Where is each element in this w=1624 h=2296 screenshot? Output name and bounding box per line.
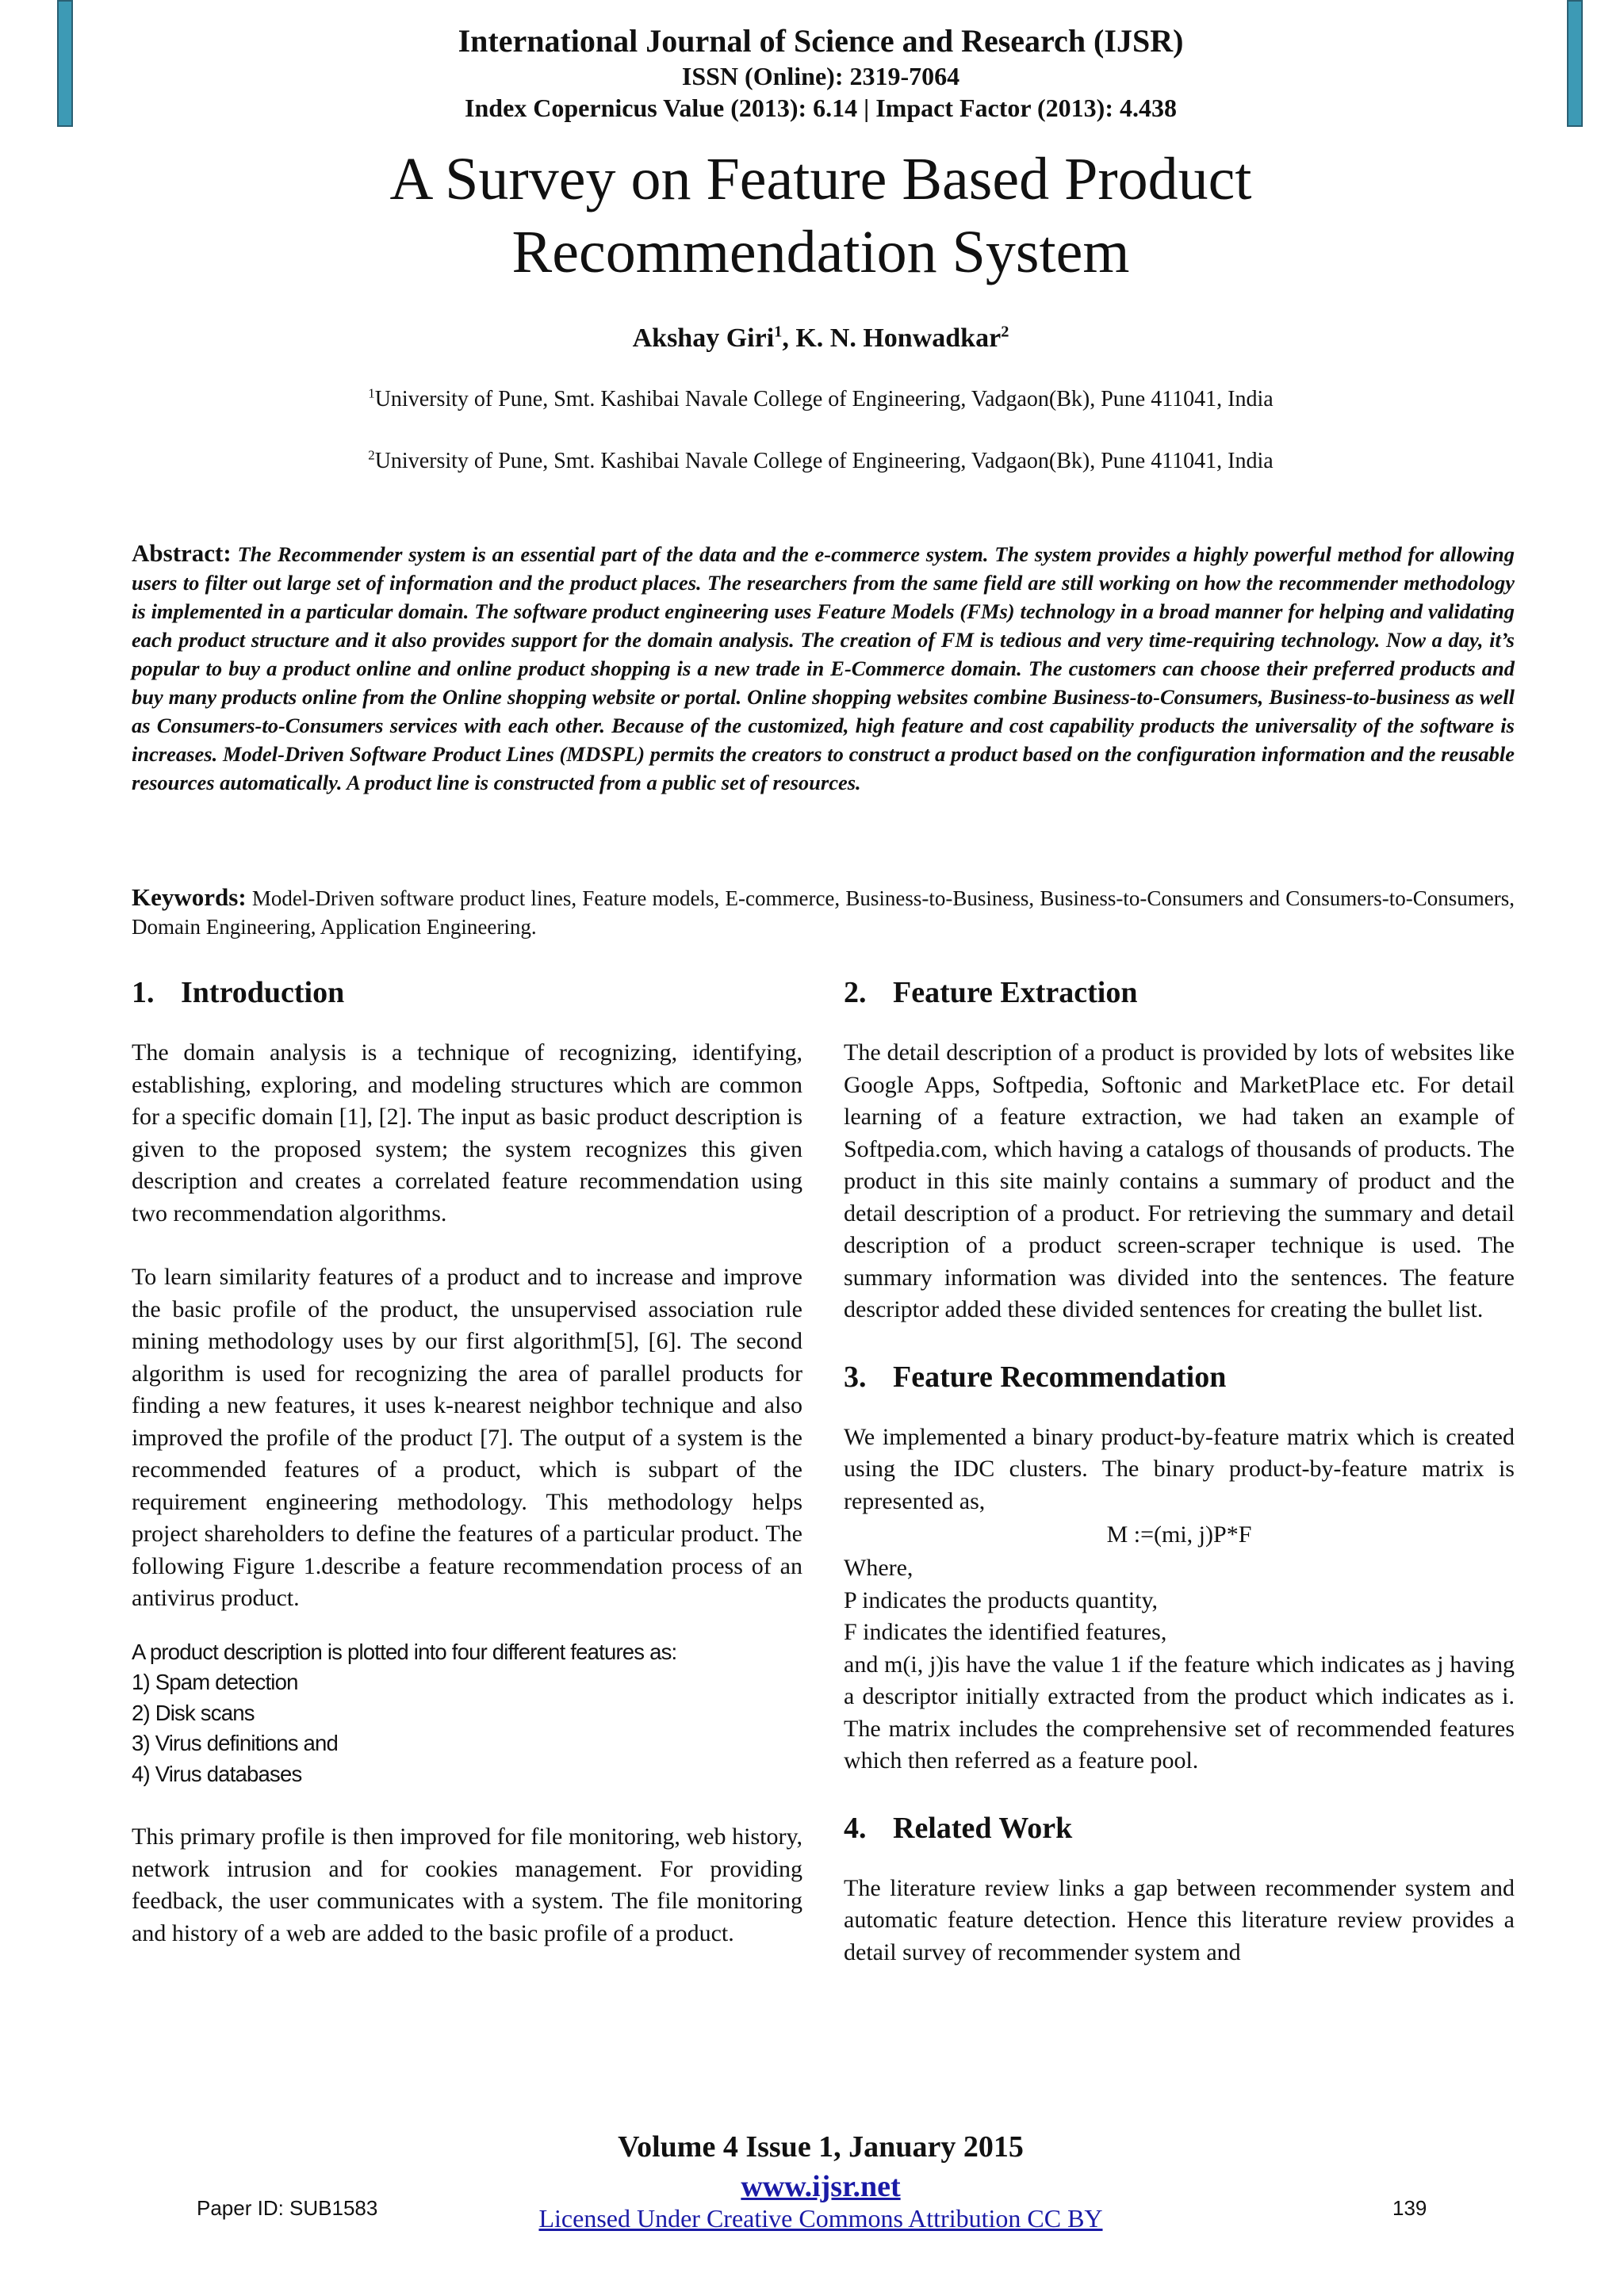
footer-volume: Volume 4 Issue 1, January 2015: [618, 2130, 1024, 2164]
journal-issn: ISSN (Online): 2319-7064: [681, 62, 960, 90]
journal-name: International Journal of Science and Research (IJSR): [458, 23, 1184, 59]
keywords-label: Keywords:: [132, 883, 247, 911]
list-item: 4) Virus databases: [132, 1761, 302, 1786]
author-name: K. N. Honwadkar: [795, 323, 1002, 353]
paper-title: [159, 143, 1483, 289]
journal-index: Index Copernicus Value (2013): 6.14 | Impact Factor (2013): 4.438: [465, 94, 1177, 122]
paper-id: Paper ID: SUB1583: [197, 2196, 378, 2220]
paragraph: The domain analysis is a technique of recognizing, identifying, establishing, exploring, and modeling structures which are common for a specific domain [1], [2]. The input as basic product description is given to the proposed system; the system recognizes this given description and creates a correlated feature recommendation using two recommendation algorithms.: [132, 1039, 802, 1226]
author-superscript: 2: [1001, 323, 1009, 341]
definition-line: F indicates the identified features,: [844, 1619, 1167, 1645]
decorative-sidebar-bar-right: [1567, 0, 1583, 127]
section-heading-related-work: [844, 1809, 1515, 1847]
journal-header: [159, 22, 1483, 124]
list-item: 2) Disk scans: [132, 1700, 255, 1725]
definition-lines: [844, 1552, 1515, 1649]
affiliation-superscript: 1: [368, 385, 375, 401]
feature-list: [132, 1637, 802, 1790]
abstract-text: The Recommender system is an essential part of the data and the e-commerce system. The system provides a highly powerful method for allowing users to filter out large set of information and the product places. The researchers from the same field are still working on how the recommender methodology is implemented in a particular domain. The software product engineering uses Feature Models (FMs) technology in a broad manner for helping and validating each product structure and it also provides support for the domain analysis. The creation of FM is tedious and very time-requiring technology. Now a day, it’s popular to buy a product online and online product shopping is a new trade in E-Commerce domain. The customers can choose their preferred products and buy many products online from the Online shopping website or portal. Online shopping websites combine Business-to-Consumers, Business-to-business as well as Consumers-to-Consumers services with each other. Because of the customized, high feature and cost capability products the universality of the software is increases. Model-Driven Software Product Lines (MDSPL) permits the creators to construct a product based on the configuration information and the reusable resources automatically. A product line is constructed from a public set of resources.: [132, 542, 1515, 794]
section-title: Introduction: [181, 976, 345, 1009]
section-number: 4.: [844, 1811, 867, 1845]
title-line-2: Recommendation System: [511, 219, 1130, 285]
affiliation-text: University of Pune, Smt. Kashibai Navale College of Engineering, Vadgaon(Bk), Pune 411041, India: [374, 449, 1274, 473]
paragraph: The literature review links a gap between recommender system and automatic feature detection. Hence this literature review provides a detail survey of recommender system and: [844, 1874, 1515, 1965]
where-line: Where,: [844, 1555, 914, 1581]
journal-website-link[interactable]: www.ijsr.net: [741, 2170, 901, 2203]
keywords-text: Model-Driven software product lines, Feature models, E-commerce, Business-to-Business, Business-to-Consumers and Consumers-to-Consumers, Domain Engineering, Application Engineering.: [132, 886, 1515, 939]
paragraph: This primary profile is then improved for file monitoring, web history, network intrusion and for cookies management. For providing feedback, the user communicates with a system. The file monitoring and history of a web are added to the basic profile of a product.: [132, 1823, 802, 1946]
definition-line: P indicates the products quantity,: [844, 1586, 1159, 1613]
right-column: [844, 974, 1515, 1969]
section-heading-feature-recommendation: [844, 1358, 1515, 1396]
paragraph: The detail description of a product is provided by lots of websites like Google Apps, Softpedia, Softonic and MarketPlace etc. For detail learning of a feature extraction, we had taken an example of Softpedia.com, which having a catalogs of thousands of products. The product in this site mainly contains a summary of product and the detail description of a product. For retrieving the summary and detail description of a product screen-scraper technique is used. The summary information was divided into the sentences. The feature descriptor added these divided sentences for creating the bullet list.: [844, 1039, 1515, 1322]
license-link[interactable]: Licensed Under Creative Commons Attribution CC BY: [538, 2204, 1103, 2233]
list-item: 1) Spam detection: [132, 1670, 298, 1694]
paragraph: and m(i, j)is have the value 1 if the feature which indicates as j having a descriptor initially extracted from the product which indicates as i. The matrix includes the comprehensive set of recommended features which then referred as a feature pool.: [844, 1651, 1515, 1774]
author-superscript: 1: [774, 323, 783, 341]
equation: M :=(mi, j)P*F: [1106, 1521, 1252, 1548]
title-line-1: A Survey on Feature Based Product: [389, 146, 1252, 212]
section-heading-introduction: [132, 974, 802, 1012]
list-intro: A product description is plotted into four different features as:: [132, 1639, 677, 1664]
author-name: Akshay Giri: [632, 323, 775, 353]
abstract-label: Abstract:: [132, 539, 232, 567]
decorative-sidebar-bar-left: [57, 0, 73, 127]
section-title: Feature Extraction: [893, 976, 1138, 1009]
section-title: Related Work: [893, 1811, 1073, 1845]
affiliation-text: University of Pune, Smt. Kashibai Navale College of Engineering, Vadgaon(Bk), Pune 411041, India: [374, 387, 1274, 411]
paragraph: To learn similarity features of a product and to increase and improve the basic profile of the product, the unsupervised association rule mining methodology uses by our first algorithm[5], [6]. The second algorithm is used for recognizing the area of parallel products for finding a new features, it uses k-nearest neighbor technique and also improved the profile of the product [7]. The output of a system is the recommended features of a product, which is subpart of the requirement engineering methodology. This methodology helps project shareholders to define the features of a particular product. The following Figure 1.describe a feature recommendation process of an antivirus product.: [132, 1264, 802, 1611]
page-number: 139: [1392, 2196, 1427, 2220]
paragraph: We implemented a binary product-by-feature matrix which is created using the IDC clusters. The binary product-by-feature matrix is represented as,: [844, 1423, 1515, 1514]
section-number: 3.: [844, 1360, 867, 1394]
keywords: [132, 883, 1515, 941]
author-separator: ,: [782, 323, 796, 353]
affiliation: [159, 449, 1483, 474]
section-title: Feature Recommendation: [893, 1360, 1227, 1394]
left-column: [132, 974, 802, 1950]
section-heading-feature-extraction: [844, 974, 1515, 1012]
abstract: [132, 539, 1515, 797]
affiliation: [159, 387, 1483, 412]
affiliation-superscript: 2: [368, 447, 375, 463]
author-list: [159, 323, 1483, 354]
section-number: 2.: [844, 976, 867, 1009]
list-item: 3) Virus definitions and: [132, 1731, 339, 1755]
section-number: 1.: [132, 976, 155, 1009]
